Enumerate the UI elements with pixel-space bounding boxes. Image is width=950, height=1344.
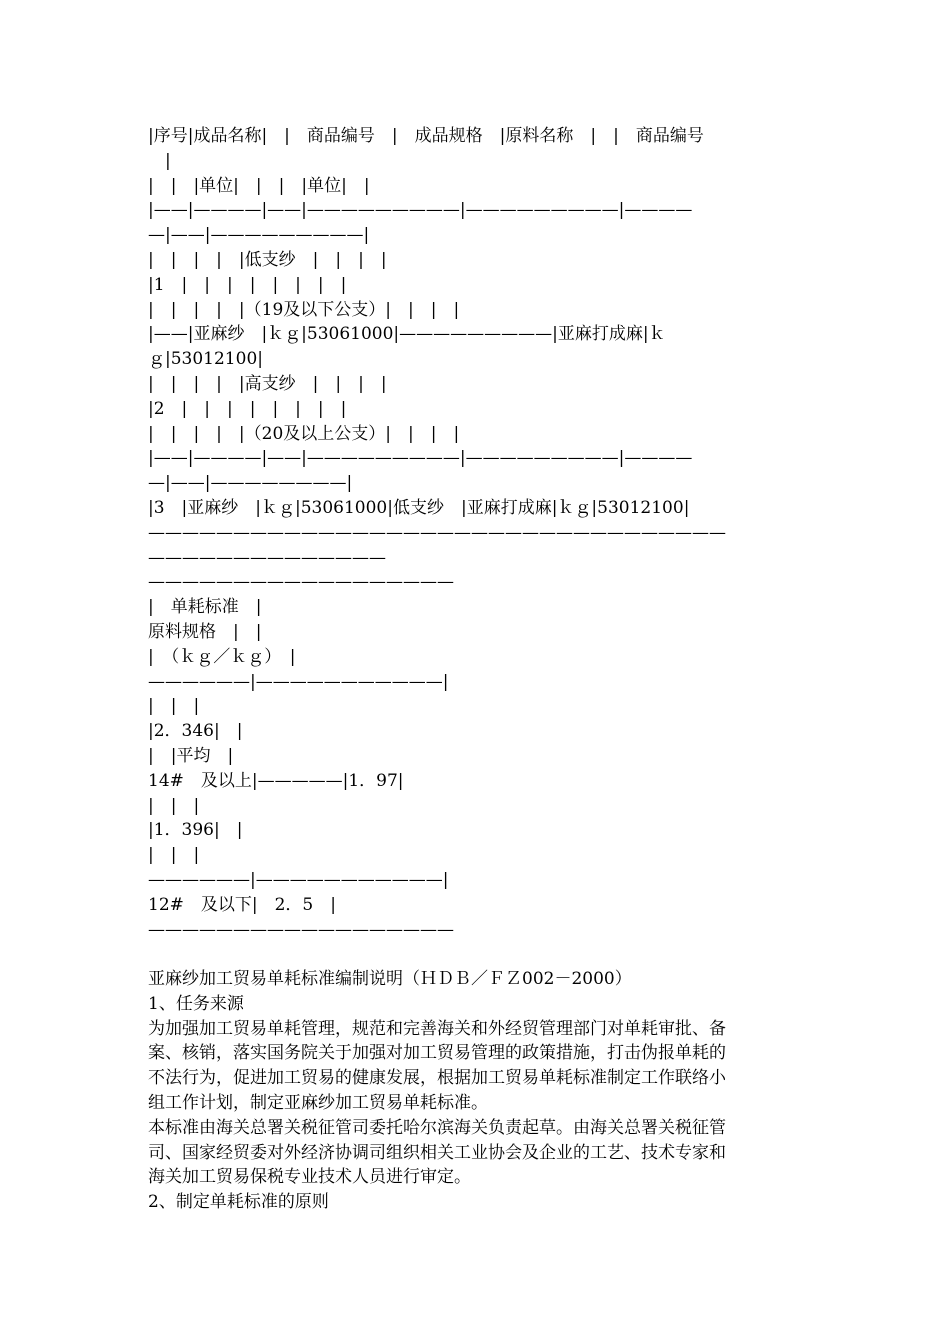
table-line: |——|————|——|—————————|—————————|———— xyxy=(148,448,693,469)
standard-line: 原料规格 | | xyxy=(148,621,262,642)
standard-line: 14# 及以上|—————|1．97| xyxy=(148,770,404,791)
section-heading: 2、制定单耗标准的原则 xyxy=(148,1192,329,1213)
standard-line: | 单耗标准 | xyxy=(148,597,262,618)
standard-line: | | | xyxy=(148,696,200,717)
table-line: | | | | |（19及以下公支）| | | | xyxy=(148,299,460,320)
standard-line: —————————————————— xyxy=(148,919,454,940)
table-line: |1 | | | | | | | | xyxy=(148,274,347,295)
table-line: ｇ|53012100| xyxy=(148,349,263,370)
spacer xyxy=(148,942,800,967)
table-line: | | | | |高支纱 | | | | xyxy=(148,373,387,394)
standard-line: | | | xyxy=(148,845,200,866)
section-heading: 1、任务来源 xyxy=(148,993,244,1014)
standard-line: |1．396| | xyxy=(148,820,243,841)
paragraph-line: 组工作计划，制定亚麻纱加工贸易单耗标准。 xyxy=(148,1093,488,1114)
table-line: —|——|————————| xyxy=(148,473,353,494)
paragraph-line: 司、国家经贸委对外经济协调司组织相关工业协会及企业的工艺、技术专家和 xyxy=(148,1142,726,1163)
table-line: |——|亚麻纱 |ｋｇ|53061000|—————————|亚麻打成麻|ｋ xyxy=(148,324,666,345)
explanation-text xyxy=(148,967,800,1215)
paragraph-line: 海关加工贸易保税专业技术人员进行审定。 xyxy=(148,1167,471,1188)
document-title: 亚麻纱加工贸易单耗标准编制说明（ＨＤＢ／ＦＺ002－2000） xyxy=(148,969,632,990)
standard-line: 12# 及以下| 2．5 | xyxy=(148,894,336,915)
paragraph-line: 本标准由海关总署关税征管司委托哈尔滨海关负责起草。由海关总署关税征管 xyxy=(148,1117,726,1138)
table-line: |序号|成品名称| | 商品编号 | 成品规格 |原料名称 | | 商品编号 xyxy=(148,126,704,146)
table-line: |3 |亚麻纱 |ｋｇ|53061000|低支纱 |亚麻打成麻|ｋｇ|53012100| xyxy=(148,497,690,518)
table-line: | | | | |（20及以上公支）| | | | xyxy=(148,423,460,444)
table-line: |——|————|——|—————————|—————————|———— xyxy=(148,200,693,221)
standard-line: | （ｋｇ／ｋｇ） | xyxy=(148,646,296,667)
standard-line: | |平均 | xyxy=(148,745,234,766)
table-line: |2 | | | | | | | | xyxy=(148,398,347,419)
standard-line: | | | xyxy=(148,795,200,816)
standard-line: |2．346| | xyxy=(148,721,243,742)
table-line: | xyxy=(148,150,171,171)
table-line: | | |单位| | | |单位| | xyxy=(148,175,370,196)
standard-line: ——————|———————————| xyxy=(148,869,449,890)
table-line: —————————————— xyxy=(148,547,386,568)
table-line: —|——|—————————| xyxy=(148,225,370,246)
consumption-standard-table xyxy=(148,595,800,942)
table-line: | | | | |低支纱 | | | | xyxy=(148,249,387,270)
paragraph-line: 为加强加工贸易单耗管理，规范和完善海关和外经贸管理部门对单耗审批、备 xyxy=(148,1018,726,1039)
document-page xyxy=(148,124,800,1215)
paragraph-line: 案、核销，落实国务院关于加强对加工贸易管理的政策措施，打击伪报单耗的 xyxy=(148,1043,726,1064)
paragraph-line: 不法行为，促进加工贸易的健康发展，根据加工贸易单耗标准制定工作联络小 xyxy=(148,1068,726,1089)
table-line: —————————————————— xyxy=(148,572,454,593)
table-line: —————————————————————————————————— xyxy=(148,522,726,543)
product-material-table xyxy=(148,124,800,595)
standard-line: ——————|———————————| xyxy=(148,671,449,692)
